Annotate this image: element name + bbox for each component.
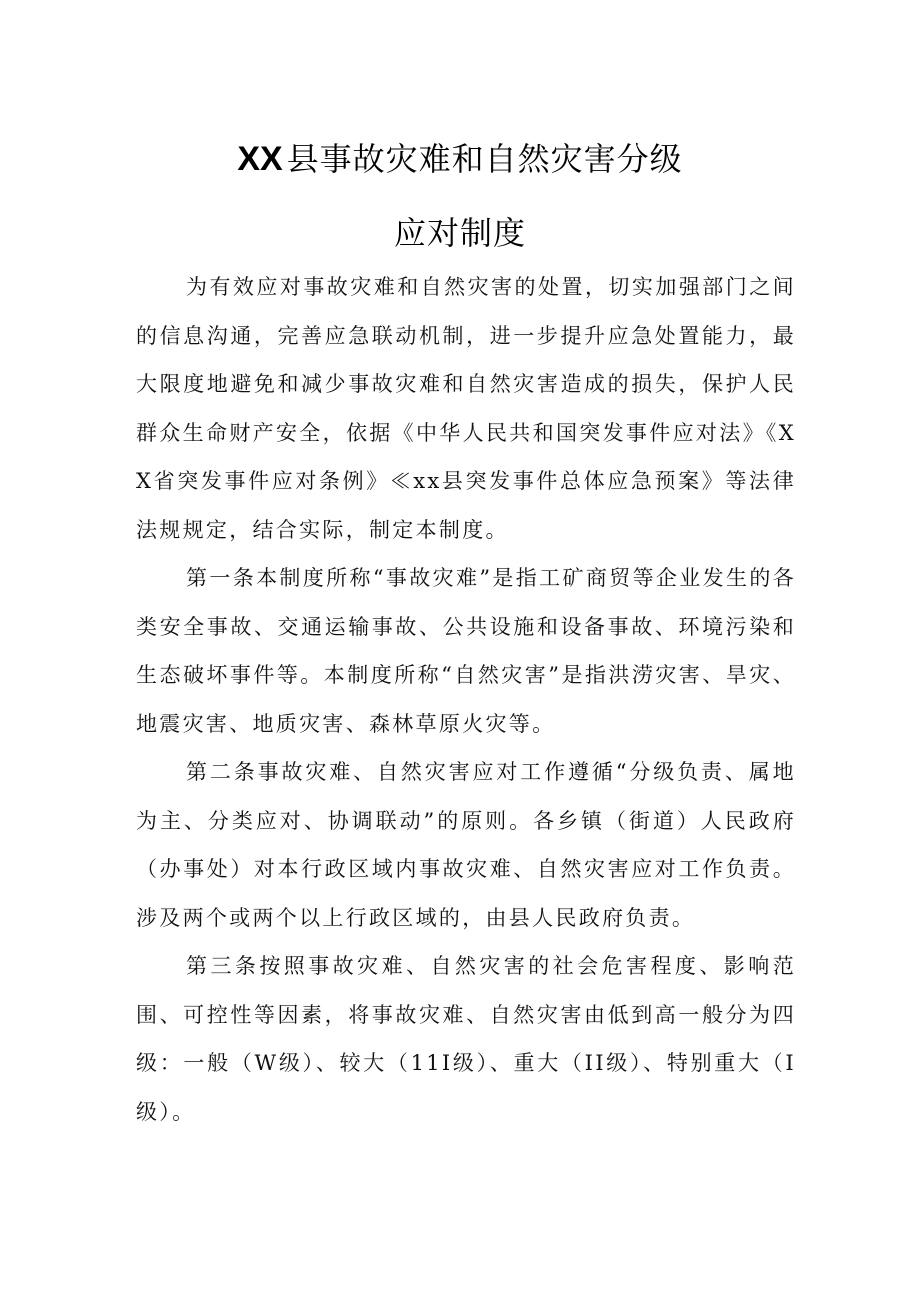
title-text: 县事故灾难和自然灾害分级: [286, 140, 683, 178]
document-title-line1: [0, 134, 920, 180]
paragraph-preamble: 为有效应对事故灾难和自然灾害的处置，切实加强部门之间的信息沟通，完善应急联动机制，进一步提升应急处置能力，最大限度地避免和减少事故灾难和自然灾害造成的损失，保护人民群众生命财产安全，依据《中华人民共和国突发事件应对法》《XX省突发事件应对条例》≪xx县突发事件总体应急预案》等法律法规规定，结合实际，制定本制度。: [136, 275, 796, 542]
paragraph-article-3: 第三条按照事故灾难、自然灾害的社会危害程度、影响范围、可控性等因素，将事故灾难、自然灾害由低到高一般分为四级：一般（W级）、较大（11I级）、重大（II级）、特别重大（I级）。: [136, 954, 796, 1124]
title-prefix: XX: [237, 140, 283, 178]
document-title-line2: 应对制度: [393, 214, 526, 252]
paragraph-article-2: 第二条事故灾难、自然灾害应对工作遵循“分级负责、属地为主、分类应对、协调联动”的原则。各乡镇（街道）人民政府（办事处）对本行政区域内事故灾难、自然灾害应对工作负责。涉及两个或两个以上行政区域的，由县人民政府负责。: [136, 760, 796, 930]
document-body: [136, 263, 796, 1136]
paragraph-article-1: 第一条本制度所称“事故灾难”是指工矿商贸等企业发生的各类安全事故、交通运输事故、公共设施和设备事故、环境污染和生态破坏事件等。本制度所称“自然灾害”是指洪涝灾害、旱灾、地震灾害、地质灾害、森林草原火灾等。: [136, 566, 796, 736]
